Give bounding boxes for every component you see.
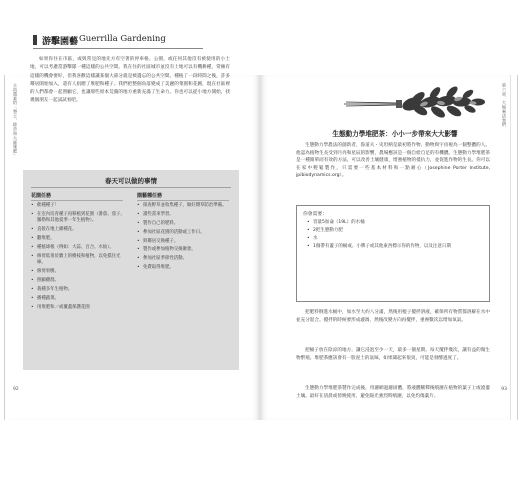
section-title-en: Guerrilla Gardening <box>79 34 166 44</box>
right-page-edges <box>510 75 518 420</box>
list-item: • 免費取得堆肥。 <box>137 265 232 271</box>
list-item: • 在室內培育種子再移植到花園（番茄、茄子、羅勒和其他夏季一年生植物）。 <box>31 212 126 225</box>
right-paragraph-4: 生態動力學堆肥茶製作完成後，用濾網過濾固體，將液體稀釋後噴灑在植物的葉子上或澆灌土壤。最好在清晨或傍晚使用，避免陽光強烈時噴灑，以免灼傷葉片。 <box>296 386 490 399</box>
right-page-number: 93 <box>501 387 507 392</box>
heading-rule <box>33 48 203 49</box>
list-item: • 參加社區花園的活動或工作日。 <box>137 230 232 236</box>
col2-rule <box>137 200 229 201</box>
right-running-head: 第六章．大地養活我們 <box>502 83 507 127</box>
right-paragraph-2: 把肥料倒進水桶中，加水至大約八分滿，然後用棍子攪拌溶液，確保所有物質都溶解在水中並充分混合。攪拌的時候要形成漩渦，然後改變方向再攪拌，重複數次以增加氧氣。 <box>296 310 490 323</box>
left-page-number: 92 <box>13 387 19 392</box>
box-title-rule <box>31 187 231 188</box>
right-paragraph-3: 把桶子放在陰涼的地方，讓它浸泡至少一天，最多一個星期。每天攪拌幾次，讓有益的微生物繁殖。堆肥茶應該會有一股泥土的氣味，如果聞起來很臭，可能是發酵過度了。 <box>296 348 490 361</box>
list-item: • 製作自己的肥料。 <box>137 221 232 227</box>
list-item: • 2把生態動力肥 <box>307 227 483 235</box>
list-item: • 翻堆肥。 <box>31 236 126 242</box>
list-item: • 製作或參加植物交換聚會。 <box>137 247 232 253</box>
list-item: • 1個帶有蓋子的桶或、小牌子或其他東西標示你的作物，以及注意日期 <box>307 243 483 251</box>
list-item: • 播種蔬菜。 <box>31 296 126 302</box>
list-item: • 種植球根（例如：大蒜、百合、水仙）。 <box>31 245 126 251</box>
community-tasks-heading: 園藝種任務 <box>137 193 163 199</box>
spring-tasks-title: 春天可以做的事情 <box>105 177 157 185</box>
list-item: • 栽種多年生植物。 <box>31 287 126 293</box>
guerrilla-gardening-heading <box>33 32 203 46</box>
list-item: • 與鄰居交換種子。 <box>137 239 232 245</box>
list-item: • 照顧雞群。 <box>31 278 126 284</box>
list-item: • 直接在地上播種花。 <box>31 227 126 233</box>
list-item: • 修剪低垂於牆上的樹枝和植物，以免擋住光線。 <box>31 254 126 267</box>
list-item: • 催種種子！ <box>31 203 126 209</box>
biodynamic-tea-heading: 生態動力學堆肥茶：小小一步帶來大大影響 <box>332 130 458 138</box>
list-item: • 容量5加侖（19L）的水桶 <box>307 219 483 227</box>
list-item: • 探查野草並收集種子，做好雜草防治準備。 <box>137 203 232 209</box>
list-item: • 參加社區季節性活動。 <box>137 256 232 262</box>
list-item: • 水 <box>307 235 483 243</box>
ingredients-box <box>296 205 490 302</box>
herb-bundle-illustration <box>340 84 490 124</box>
ingredients-list <box>307 219 483 251</box>
guerrilla-gardening-body: 如果你住在市區，或與常見的地先方有空著的停車格、公園，或任何其他沒有被使用的小土地，可以考慮當游擊隊一種這樣的公共空間。我在住的社區城市並沒有土地可以有機耕種，常擁有這樣的機會要好，但我喜歡這樣讓某個大部分就是被遺忘的公共空間。種植了一段時間之後，許多鄰居開始加入，還有人捐贈了堆肥和種子。我們把整個角落變成了美麗的菜園和花圃，現在社區裡的人們都會一起照顧它，也讓那些原本荒蕪的地方重新充滿了生命力。你也可以從小地方開始，找幾個朋友一起試試看吧。 <box>30 57 230 104</box>
left-running-head: 主流農業的「墾土、除草和大量施肥」 <box>13 83 18 158</box>
spring-tasks-box <box>23 170 239 370</box>
section-title-zh: 游擊園藝 <box>42 37 79 47</box>
list-item: • 讀些書來學習。 <box>137 212 232 218</box>
heading-bar <box>33 35 37 45</box>
col1-rule <box>31 200 123 201</box>
community-tasks-list <box>137 203 232 274</box>
list-item: • 用堆肥和／或覆蓋保護花園 <box>31 305 126 311</box>
garden-tasks-heading: 花園任務 <box>31 193 52 199</box>
ingredients-title: 你會需要： <box>303 212 327 217</box>
right-paragraph-1: 生態動力學農法的創新者，魯道夫・史坦納是最初將作物、動物與宇宙視為一個整體的人。他認為植物生長受到月亮和星辰的影響，農場應該是一個自給自足的有機體。生態動力學堆肥茶是一種簡單而有效的方法，可以改善土壤健康，增強植物的抵抗力，並促進作物的生長。你可以在家中輕鬆製作，只需要一些基本材料和一點耐心（Josephine Porter Institute, jpibiodynamics.org）。 <box>296 143 490 179</box>
list-item: • 修剪果樹。 <box>31 269 126 275</box>
garden-tasks-list <box>31 203 126 313</box>
